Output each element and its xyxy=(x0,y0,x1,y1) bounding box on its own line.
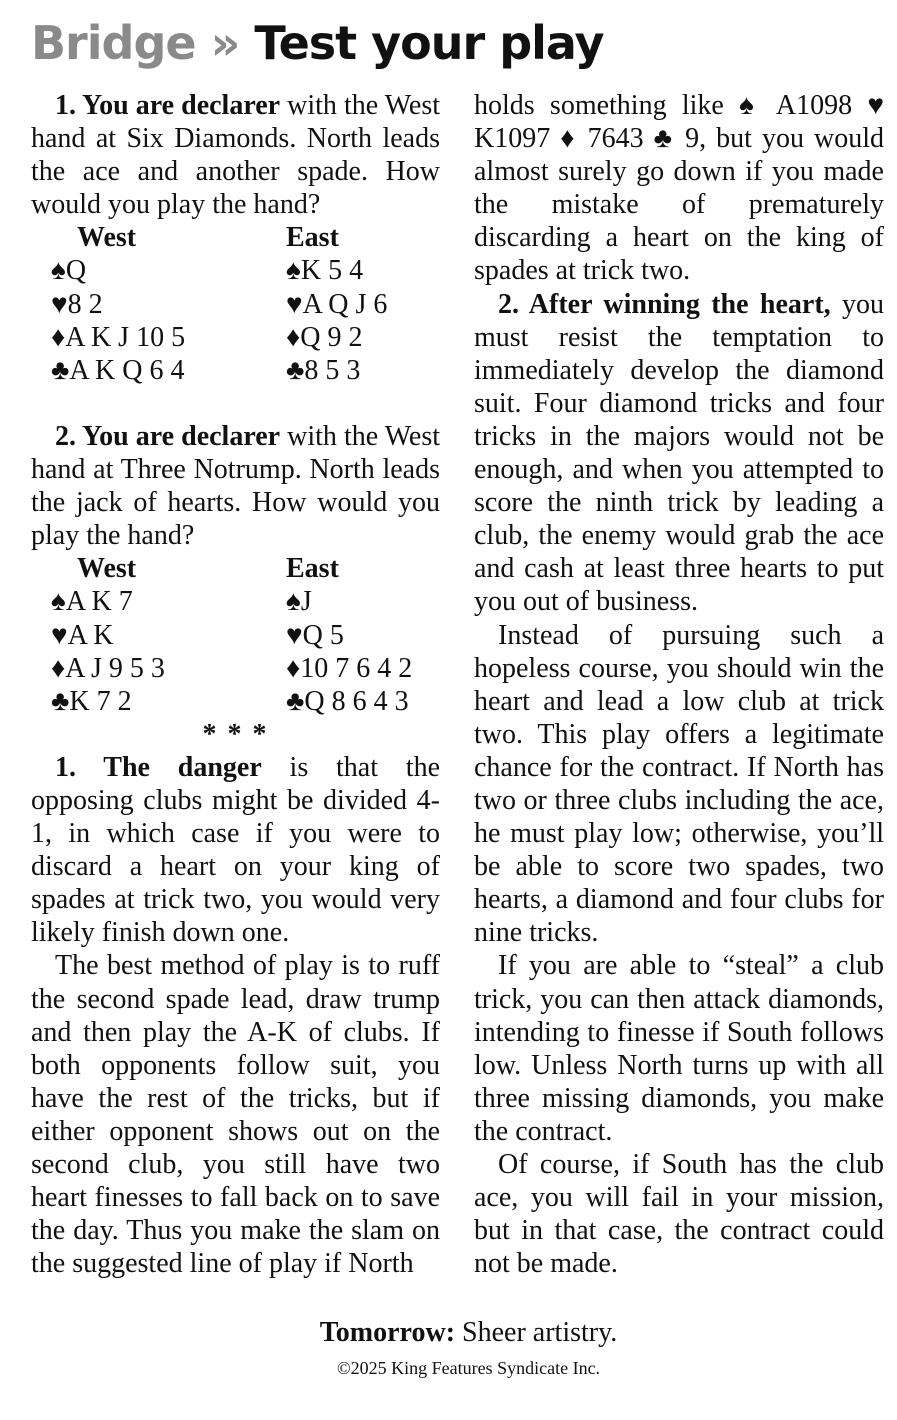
hand-row-spades xyxy=(31,585,440,618)
spacer xyxy=(31,387,440,420)
tomorrow-label: Tomorrow: xyxy=(319,1317,456,1348)
east-label: East xyxy=(286,222,339,254)
answer1-method: The best method of play is to ruff the second spade lead, draw trump and then play the A-K of clubs. If both opponents follow suit, you have the rest of the tricks, but if either opponent shows out on the second club, you still have two heart finesses to fall back on to save the day. Thus you make the slam on the suggested line of play if North xyxy=(31,950,440,1280)
header-prefix: Bridge » xyxy=(31,16,240,70)
problem1-hands xyxy=(31,221,440,386)
east-diamonds: ♦Q 9 2 xyxy=(286,321,363,353)
answer2-paragraph-4: Of course, if South has the club ace, you will fail in your mission, but in that case, the contract could not be made. xyxy=(474,1149,884,1280)
problem2-lead: 2. You are declarer xyxy=(55,420,281,452)
answer1-lead: 1. The danger xyxy=(55,751,262,783)
answer2-paragraph xyxy=(474,288,884,619)
east-hearts: ♥A Q J 6 xyxy=(286,288,388,320)
hand-row-clubs xyxy=(31,685,440,718)
east-label: East xyxy=(286,553,339,585)
answer2-text: you must resist the temptation to immediately develop the diamond suit. Four diamond tricks and four tricks in the majors would not be enough, and when you attempted to score the ninth trick by leading a club, the enemy would grab the ace and cash at least three hearts to put you out of business. xyxy=(474,288,885,618)
problem2-hands xyxy=(31,552,440,717)
west-hearts: ♥A K xyxy=(51,619,114,651)
problem2-intro xyxy=(31,420,440,552)
hand-row-hearts xyxy=(31,288,440,321)
west-spades: ♠A K 7 xyxy=(51,586,133,618)
answer2-paragraph-2: Instead of pursuing such a hopeless course, you should win the heart and lead a low club at trick two. This play offers a legitimate chance for the contract. If North has two or three clubs including the ace, he must play low; otherwise, you’ll be able to score two spades, two hearts, a diamond and four clubs for nine tricks. xyxy=(474,619,884,949)
hand-row-spades xyxy=(31,254,440,287)
west-label: West xyxy=(77,222,137,254)
east-clubs: ♣Q 8 6 4 3 xyxy=(286,685,409,717)
answer1-text: is that the opposing clubs might be divided 4-1, in which case if you were to discard a heart on your king of spades at trick two, you would very likely finish down one. xyxy=(31,751,441,949)
hand-row-diamonds xyxy=(31,652,440,685)
problem1-text: with the West hand at Six Diamonds. North leads the ace and another spade. How would you play the hand? xyxy=(31,90,440,221)
page-title xyxy=(31,12,604,74)
header-title: Test your play xyxy=(254,16,604,70)
answer1-paragraph xyxy=(31,751,440,950)
west-clubs: ♣K 7 2 xyxy=(51,685,132,717)
hand-row-hearts xyxy=(31,619,440,652)
answer2-paragraph-3: If you are able to “steal” a club trick, you can then attack diamonds, intending to finesse if South follows low. Unless North turns up with all three missing diamonds, you make the contract. xyxy=(474,950,884,1147)
copyright: ©2025 King Features Syndicate Inc. xyxy=(336,1358,601,1378)
tomorrow-text: Sheer artistry. xyxy=(455,1317,618,1348)
hand-header-row xyxy=(31,221,440,254)
west-hearts: ♥8 2 xyxy=(51,288,103,320)
west-diamonds: ♦A J 9 5 3 xyxy=(51,652,165,684)
east-spades: ♠J xyxy=(286,586,312,618)
west-label: West xyxy=(77,553,137,585)
west-clubs: ♣A K Q 6 4 xyxy=(51,354,185,386)
east-spades: ♠K 5 4 xyxy=(286,255,364,287)
problem1-intro xyxy=(31,89,440,221)
problem1-lead: 1. You are declarer xyxy=(55,90,281,121)
left-column xyxy=(31,89,440,1280)
right-column xyxy=(474,89,884,1280)
east-clubs: ♣8 5 3 xyxy=(286,354,361,386)
tomorrow-line xyxy=(0,1316,897,1350)
hand-row-diamonds xyxy=(31,321,440,354)
east-diamonds: ♦10 7 6 4 2 xyxy=(286,652,413,684)
hand-row-clubs xyxy=(31,354,440,387)
answer1-continued: holds something like ♠ A1098 ♥ K1097 ♦ 7643 ♣ 9, but you would almost surely go down if you made the mistake of prematurely discarding a heart on the king of spades at trick two. xyxy=(474,90,884,287)
section-separator: * * * xyxy=(202,718,269,750)
answer2-lead: 2. After winning the heart, xyxy=(498,288,831,320)
west-diamonds: ♦A K J 10 5 xyxy=(51,321,186,353)
west-spades: ♠Q xyxy=(51,255,87,287)
hand-header-row xyxy=(31,552,440,585)
east-hearts: ♥Q 5 xyxy=(286,619,344,651)
problem2-text: with the West hand at Three Notrump. North leads the jack of hearts. How would you play the hand? xyxy=(31,420,440,552)
